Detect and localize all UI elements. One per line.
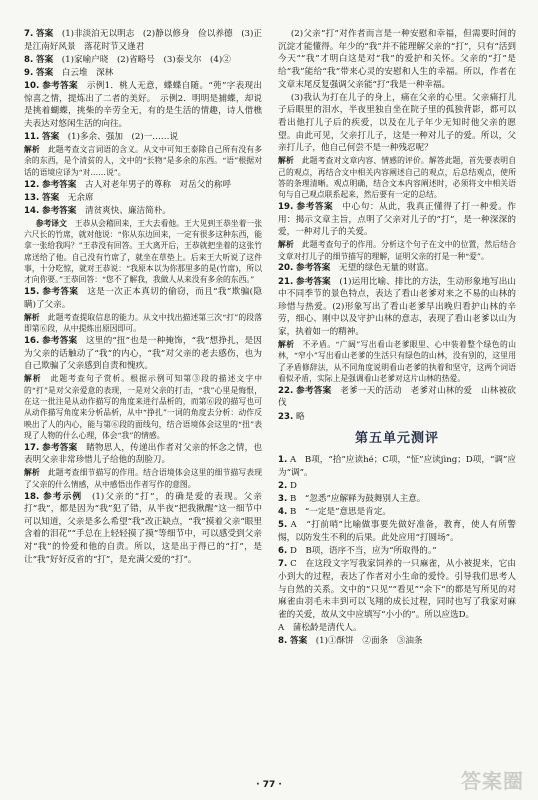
answer-item xyxy=(24,28,262,53)
answer-text: 无余席 xyxy=(67,192,94,203)
answer-item xyxy=(24,467,262,490)
answer-item xyxy=(278,201,516,239)
answer-text: A B项，“拾”应读hé；C项，“怔”应读jìng；D项，“调”应为“调”。 xyxy=(278,455,516,478)
answer-label: 参考答案 xyxy=(296,276,331,287)
answer-item xyxy=(24,286,262,311)
answer-label: 解析 xyxy=(24,468,40,478)
answer-item xyxy=(24,80,262,131)
answer-label: 参考答案 xyxy=(42,81,78,91)
answer-text: 此题考查句子的作用。分析这个句子在文中的位置，然后结合文章对打儿子的细节描写的理解，证明父亲的打是一种“爱”。 xyxy=(278,240,516,261)
question-number: 5. xyxy=(278,520,288,531)
answer-text: 白云堆 深林 xyxy=(61,67,114,78)
answer-item xyxy=(24,335,262,373)
question-number: 17. xyxy=(24,442,40,453)
answer-text: 示例1．桃人无意，蝶蝶自随。“蔸”字表现出惊喜之情，提炼出了二者的美好。 示例2．明明是捕蝶，却说是挑着蝴蝶，挑柴的辛劳全无，有的是生活的情趣，诗人借樵夫表达对悠闲生活的向往。 xyxy=(24,81,262,129)
answer-item xyxy=(278,155,516,200)
answer-label: 参考答案 xyxy=(42,336,78,347)
answer-item xyxy=(24,179,262,192)
answer-item xyxy=(278,454,516,479)
answer-text: (2)父亲“打”对作者而言是一种安慰和幸福，但需要时间的沉淀才能懂得。年少的“我”并不能理解父亲的“打”，只有“活到今天”“我”才明白这是对“我”的爱护和关怀。父亲的“打”是给“我”能给“我”带来心灵的安慰和人生的幸福。所以，作者在文章末尾反复强调父亲能“打”我是一种幸福。 xyxy=(278,29,516,90)
answer-label: 答案 xyxy=(41,192,60,203)
answer-text: 古人对老年男子的尊称 对岳父的称呼 xyxy=(84,179,232,190)
question-number: 10. xyxy=(24,81,40,91)
answer-text: B “一定是”意思是肯定。 xyxy=(289,507,392,518)
answer-item xyxy=(278,339,516,384)
question-number: 6. xyxy=(278,546,288,557)
answer-item xyxy=(278,622,516,635)
question-number: 8. xyxy=(278,636,288,647)
question-number: 7. xyxy=(278,559,288,570)
answer-item xyxy=(24,131,262,144)
question-number: 8. xyxy=(24,54,34,65)
answer-label: 解析 xyxy=(24,312,40,322)
answer-text: A “打前哨”比喻做事要先做好准备，教育，使人有所警惕，以防发生不利的后果。此处应用“打圆场”。 xyxy=(278,520,516,544)
answer-item xyxy=(24,218,262,286)
answer-item xyxy=(24,192,262,205)
answer-text: 老爹一天的活动 老爹对山林的爱 山林被砍伐 xyxy=(278,385,516,409)
answer-text: (1)多余、强加 (2)一……说 xyxy=(67,132,179,142)
answer-label: 参考答案 xyxy=(41,205,77,216)
question-number: 14. xyxy=(24,205,40,216)
answer-text: 此题考查提取信息的能力。从文中找出描述第三次“打”的段落即第⑥段，从中提炼出原因即可。 xyxy=(24,312,262,334)
answer-label: 参考示例 xyxy=(43,491,83,502)
answer-text: (1)父亲的“打”，的确是爱的表现。父亲打“我”，都是因为“我”犯了错，从半夜“把我揪醒”这一细节中可以知道，父亲是多么希望“我”改正缺点，“我”摸着父亲“眼里含着的泪花”“手总在上轻轻摸了摸”等细节中，可以感受到父亲对“我”的怜爱和他的自责。所以，这是出于得已的“打”，是让“我”好好反省的“打”，是充满父爱的“打”。 xyxy=(24,491,262,565)
question-number: 21. xyxy=(278,276,294,287)
answer-text: C 在这段文字写我家饲养的一只麻雀，从小被捉来，它由小到大的过程，表达了作者对小生命的爱怜。引导我们思考人与自然的关系。文中的“只见”“看见”“余下”的都是写所见的对麻雀由羽毛未丰到可以飞翔的成长过程，同时也写了我家对麻雀的关爱，故从文中应填写“小小的”。所以应选D。 xyxy=(278,559,516,620)
answer-item xyxy=(278,545,516,558)
answer-item xyxy=(278,635,516,648)
answer-label: 解析 xyxy=(278,156,294,166)
question-number: 22. xyxy=(278,385,294,396)
answer-text: (3)我认为打在儿子的身上，痛在父亲的心里。父亲痛打儿子后眼里的泪水，半夜里独自坐在院子里的孤独背影，都可以看出他打儿子后的疾爱，以及在儿子年少无知时他父亲的愿望。由此可见，父亲打儿子，这是一种对儿子的爱。所以，父亲打儿子，他自己何尝不是一种残忍呢？ xyxy=(278,92,516,154)
answer-item xyxy=(24,54,262,67)
answer-text: 无望的绿色无量的财富。 xyxy=(338,263,434,274)
answer-item xyxy=(278,558,516,621)
answer-label: 参考答案 xyxy=(296,385,332,396)
answer-label: 参考译文 xyxy=(35,218,67,228)
question-number: 12. xyxy=(24,179,40,190)
answer-text: 中心句：从此，我真正懂得了打一种爱。作用：揭示文章主旨，点明了父亲对儿子的“打”，是一种深深的爱，一种对儿子的关爱。 xyxy=(278,201,516,238)
page-number: · 77 · xyxy=(256,780,282,790)
answer-item xyxy=(278,506,516,519)
answer-text: 此题考查细节描写的作用。结合语境体会这里的细节描写表现了父亲的什么情感，从中感悟出作者写作的意图。 xyxy=(24,468,262,489)
question-number: 11. xyxy=(24,132,40,142)
question-number: 1. xyxy=(278,455,288,466)
question-number: 3. xyxy=(278,494,288,505)
answer-item xyxy=(278,493,516,506)
answer-item xyxy=(24,144,262,178)
answer-text: 此题考查文言词语的含义。从文中可知王泰除自己所有没有多余的东西，是个清贫的人，文中的“长物”是多余的东西。“语”根据对话的语境应译为“对……说”。 xyxy=(24,145,262,177)
answer-label: 答案 xyxy=(35,54,54,65)
answer-item xyxy=(278,411,516,424)
answer-text: 清贫爽快、廉洁简朴。 xyxy=(84,205,171,216)
answer-item xyxy=(278,92,516,155)
answer-label: 参考答案 xyxy=(295,263,331,274)
answer-text: B “忽悉”应解释为鼓舞别人主意。 xyxy=(289,494,426,505)
answer-item xyxy=(278,28,516,91)
answer-text: 略 xyxy=(295,411,305,422)
answer-label: 参考答案 xyxy=(41,179,77,190)
answer-label: 参考答案 xyxy=(42,442,78,453)
answer-text: 这里的“扭”也是一种掩饰，“我”想挣扎，是因为父亲的话触动了“我”的内心，“我”对父亲的老去感伤，也为自己欺骗了父亲感到自责和愧疚。 xyxy=(24,336,262,372)
watermark-logo: 答案圈 xyxy=(461,769,524,793)
answer-text: (1)家喻户晓 (2)省略号 (3)泰戈尔 (4)② xyxy=(61,54,231,65)
question-number: 19. xyxy=(278,201,294,212)
answer-label: 解析 xyxy=(24,374,42,384)
question-number: 4. xyxy=(278,507,288,518)
answer-item xyxy=(278,239,516,262)
question-number: 23. xyxy=(278,411,294,422)
answer-item xyxy=(278,262,516,275)
answer-text: 这是一次正本真切的偷窃，而且“我”欺骗(隐瞒)了父亲。 xyxy=(24,287,262,310)
answer-item xyxy=(278,385,516,410)
answer-label: 答案 xyxy=(41,132,60,142)
answer-text: (1)①酥饼 ②面条 ③油条 xyxy=(315,636,423,647)
section-title: 第五单元测评 xyxy=(354,431,439,447)
answer-item xyxy=(24,205,262,218)
answer-label: 答案 xyxy=(289,636,308,647)
answer-text: 王恭从会稽回来，王大去看他。王大见到王恭坐着一张六尺长的竹席，就对他说：“你从东边回来，一定有很多这种东西，能拿一张给我吗？”王恭没有回答。王大离开后，王恭就把坐着的这张竹席送给了他。自己没有竹席了，就坐在草垫上。后来王大听说了这件事，十分吃惊，就对王恭说：“我原本以为你那里多的是(竹席)，所以才向你要。”王恭回答：“您不了解我，我做人从来没有多余的东西。” xyxy=(24,218,262,285)
answer-label: 解析 xyxy=(278,240,294,250)
left-column xyxy=(24,28,262,776)
answer-label: 解析 xyxy=(278,340,295,350)
question-number: 7. xyxy=(24,29,34,39)
question-number: 9. xyxy=(24,67,34,78)
question-number: 2. xyxy=(278,481,288,492)
answer-text: 不矛盾。“广阔”写出看山老爹眼里、心中装着整个绿色的山林，“窄小”写出看山老爹的生活只有绿色的山林，没有别的，这里用了矛盾修辞法，从不同角度说明看山老爹的执着和坚守，这两个词语看似矛盾，实际上是强调看山老爹对这片山林的热爱。 xyxy=(278,340,516,384)
answer-item xyxy=(24,373,262,441)
answer-text: 此题考查句子赏析。根据示例可知第③段的描述文字中的“打”是对父亲爱意的表现，一是对父亲的打击，“我”心里是悔恨，在这一批注是从动作描写的角度来进行品析的，而第⑥段的描写也可从动作描写角度来分析品析，从中“挣扎”一词的角度去分析：动作反映出了人的内心，能与第⑥段的面线句，结合语境体会这里的“扭”表现了人物的什么心理，体会“我”的情感。 xyxy=(24,374,262,440)
right-column xyxy=(278,28,516,776)
answer-label: 解析 xyxy=(24,145,40,155)
question-number: 18. xyxy=(24,491,40,502)
answer-item xyxy=(24,442,262,467)
answer-label: 参考答案 xyxy=(296,201,334,212)
question-number: 15. xyxy=(24,287,40,298)
answer-text: D xyxy=(289,481,297,492)
answer-text: (1)非淡泊无以明志 (2)静以修身 俭以养德 (3)正是江南好风景 落花时节又逢君 xyxy=(24,29,262,52)
answer-text: 睹物思人，传递出作者对父亲的怀念之情，也表明父亲非常珍惜儿子给他的刮脸刀。 xyxy=(24,442,262,466)
answer-text: (1)运用比喻、排比的方法，生动形象地写出山中不同季节的景色特点，表达了看山老爹对来之不易的山林的珍惜与热爱。(2)形象写出了看山老爹早出晚归看护山林的辛劳，细心、刚中以及守护山林的意志，表现了看山老爹以山为家，执着如一的精神。 xyxy=(278,276,516,338)
answer-item xyxy=(24,312,262,335)
answer-label: 答案 xyxy=(35,67,54,78)
answer-text: 此题考查对文章内容、情感的评价。解答此题，首先要表明自己的观点，再结合文中相关内容阐述自己的观点，后总结观点，使所答的条理清晰。观点明确，结合文本内容阐述时，必须将文中相关语句与自己观点联系起来，然后要有一定的总结。 xyxy=(278,156,516,200)
question-number: 16. xyxy=(24,336,40,347)
answer-item xyxy=(278,480,516,493)
answer-text: A 蒲松龄是清代人。 xyxy=(278,622,362,633)
answer-item xyxy=(278,276,516,339)
answer-item xyxy=(24,491,262,567)
question-number: 20. xyxy=(278,263,294,274)
answer-text: D B项，语序不当，应为“所取得的。” xyxy=(289,546,437,557)
answer-label: 参考答案 xyxy=(42,287,79,298)
answer-item xyxy=(278,519,516,544)
answer-label: 答案 xyxy=(36,29,54,39)
answer-item xyxy=(24,67,262,80)
question-number: 13. xyxy=(24,192,40,203)
columns xyxy=(24,28,516,776)
